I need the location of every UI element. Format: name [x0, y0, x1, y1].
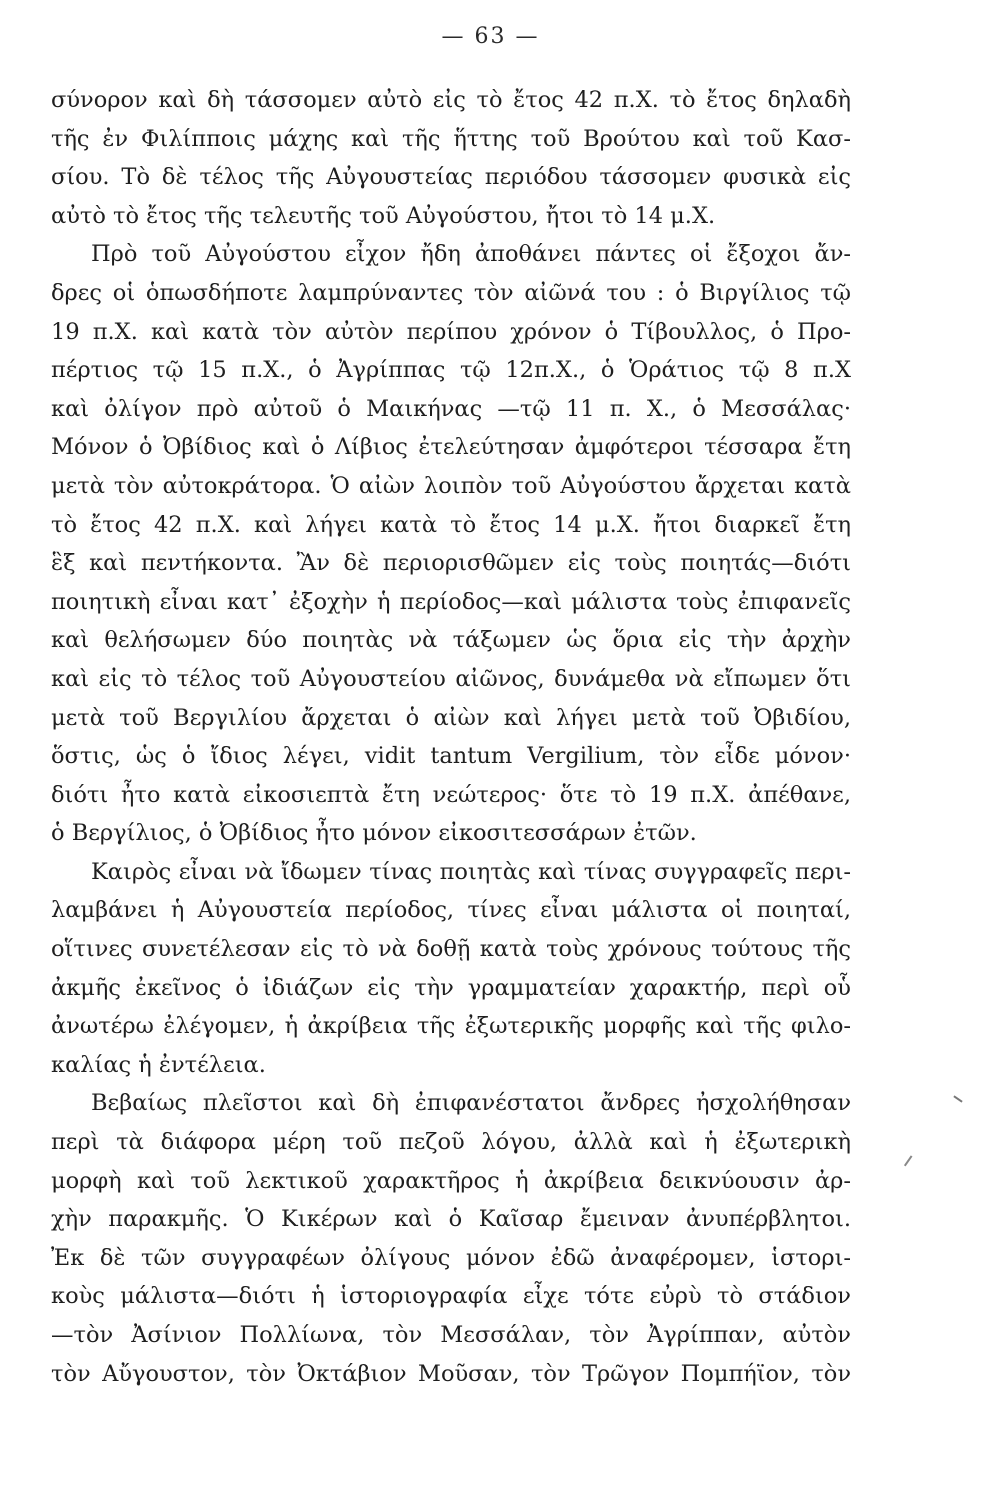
margin-mark [904, 1155, 912, 1166]
text-line: —τὸν Ἀσίνιον Πολλίωνα, τὸν Μεσσάλαν, τὸν Ἀγρίππαν, αὐτὸν [51, 1322, 851, 1348]
text-line: μετὰ τοῦ Βεργιλίου ἄρχεται ὁ αἰὼν καὶ λήγει μετὰ τοῦ Ὀβιδίου, [51, 704, 851, 731]
text-line: ποιητικὴ εἶναι κατ᾽ ἐξοχὴν ἡ περίοδος—καὶ μάλιστα τοὺς ἐπιφανεῖς [51, 588, 851, 615]
text-line: Ἐκ δὲ τῶν συγγραφέων ὀλίγους μόνον ἐδῶ ἀναφέρομεν, ἱστορι- [51, 1244, 851, 1271]
text-line: καὶ θελήσωμεν δύο ποιητὰς νὰ τάξωμεν ὡς ὅρια εἰς τὴν ἀρχὴν [51, 627, 851, 654]
paragraph-first-line: Πρὸ τοῦ Αὐγούστου εἶχον ἤδη ἀποθάνει πάντες οἱ ἔξοχοι ἄν- [91, 241, 851, 268]
text-line: μορφὴ καὶ τοῦ λεκτικοῦ χαρακτῆρος ἡ ἀκρίβεια δεικνύουσιν ἀρ- [51, 1167, 851, 1194]
text-line: διότι ἦτο κατὰ εἰκοσιεπτὰ ἔτη νεώτερος· ὅτε τὸ 19 π.Χ. ἀπέθανε, [51, 781, 851, 808]
text-line: καλίας ἡ ἐντέλεια. [51, 1051, 266, 1078]
text-line: οἵτινες συνετέλεσαν εἰς τὸ νὰ δοθῇ κατὰ τοὺς χρόνους τούτους τῆς [51, 936, 851, 963]
text-line: 19 π.Χ. καὶ κατὰ τὸν αὐτὸν περίπου χρόνον ὁ Τίβουλλος, ὁ Προ- [51, 318, 851, 345]
text-line: Μόνον ὁ Ὀβίδιος καὶ ὁ Λίβιος ἐτελεύτησαν ἀμφότεροι τέσσαρα ἔτη [51, 434, 851, 461]
text-line: καὶ εἰς τὸ τέλος τοῦ Αὐγουστείου αἰῶνος, δυνάμεθα νὰ εἴπωμεν ὅτι [51, 665, 851, 692]
text-line: ἓξ καὶ πεντήκοντα. Ἂν δὲ περιορισθῶμεν εἰς τοὺς ποιητάς—διότι [51, 550, 851, 577]
text-line: ἀνωτέρω ἐλέγομεν, ἡ ἀκρίβεια τῆς ἐξωτερικῆς μορφῆς καὶ τῆς φιλο- [51, 1013, 851, 1040]
text-line: καὶ ὀλίγον πρὸ αὐτοῦ ὁ Μαικήνας —τῷ 11 π. Χ., ὁ Μεσσάλας· [51, 395, 851, 422]
text-line: τὸ ἔτος 42 π.Χ. καὶ λήγει κατὰ τὸ ἔτος 14 μ.Χ. ἤτοι διαρκεῖ ἔτη [51, 511, 851, 538]
text-line: περὶ τὰ διάφορα μέρη τοῦ πεζοῦ λόγου, ἀλλὰ καὶ ἡ ἐξωτερικὴ [51, 1129, 851, 1156]
body-text [51, 81, 851, 1393]
margin-mark [953, 1095, 962, 1102]
paragraph-first-line: Βεβαίως πλεῖστοι καὶ δὴ ἐπιφανέστατοι ἄνδρες ἠσχολήθησαν [91, 1090, 851, 1117]
page-number: — 63 — [441, 24, 540, 49]
text-line: λαμβάνει ἡ Αὐγουστεία περίοδος, τίνες εἶναι μάλιστα οἱ ποιηταί, [51, 897, 851, 924]
text-line: τὸν Αὔγουστον, τὸν Ὀκτάβιον Μοῦσαν, τὸν Τρῶγον Πομπήϊον, τὸν [51, 1360, 851, 1387]
text-line: αὐτὸ τὸ ἔτος τῆς τελευτῆς τοῦ Αὐγούστου, ἤτοι τὸ 14 μ.Χ. [51, 202, 716, 229]
text-line: σύνορον καὶ δὴ τάσσομεν αὐτὸ εἰς τὸ ἔτος 42 π.Χ. τὸ ἔτος δηλαδὴ [51, 87, 851, 113]
text-line: χὴν παρακμῆς. Ὁ Κικέρων καὶ ὁ Καῖσαρ ἔμειναν ἀνυπέρβλητοι. [51, 1206, 851, 1233]
text-line: πέρτιος τῷ 15 π.Χ., ὁ Ἀγρίππας τῷ 12π.Χ., ὁ Ὁράτιος τῷ 8 π.Χ [51, 357, 851, 384]
text-line: ὅστις, ὡς ὁ ἴδιος λέγει, vidit tantum Vergilium, τὸν εἶδε μόνον· [51, 743, 851, 770]
text-line: δρες οἱ ὁπωσδήποτε λαμπρύναντες τὸν αἰῶνά του : ὁ Βιργίλιος τῷ [51, 279, 851, 306]
text-line: σίου. Τὸ δὲ τέλος τῆς Αὐγουστείας περιόδου τάσσομεν φυσικὰ εἰς [51, 164, 851, 191]
text-line: ὁ Βεργίλιος, ὁ Ὀβίδιος ἦτο μόνον εἰκοσιτεσσάρων ἐτῶν. [51, 820, 697, 847]
text-line: μετὰ τὸν αὐτοκράτορα. Ὁ αἰὼν λοιπὸν τοῦ Αὐγούστου ἄρχεται κατὰ [51, 472, 851, 499]
text-line: κοὺς μάλιστα—διότι ἡ ἱστοριογραφία εἶχε τότε εὐρὺ τὸ στάδιον [51, 1283, 851, 1310]
text-line: τῆς ἐν Φιλίπποις μάχης καὶ τῆς ἥττης τοῦ Βρούτου καὶ τοῦ Κασ- [51, 125, 851, 152]
paragraph-first-line: Καιρὸς εἶναι νὰ ἴδωμεν τίνας ποιητὰς καὶ τίνας συγγραφεῖς περι- [91, 858, 851, 885]
text-line: ἀκμῆς ἐκεῖνος ὁ ἰδιάζων εἰς τὴν γραμματείαν χαρακτήρ, περὶ οὗ [51, 974, 851, 1001]
